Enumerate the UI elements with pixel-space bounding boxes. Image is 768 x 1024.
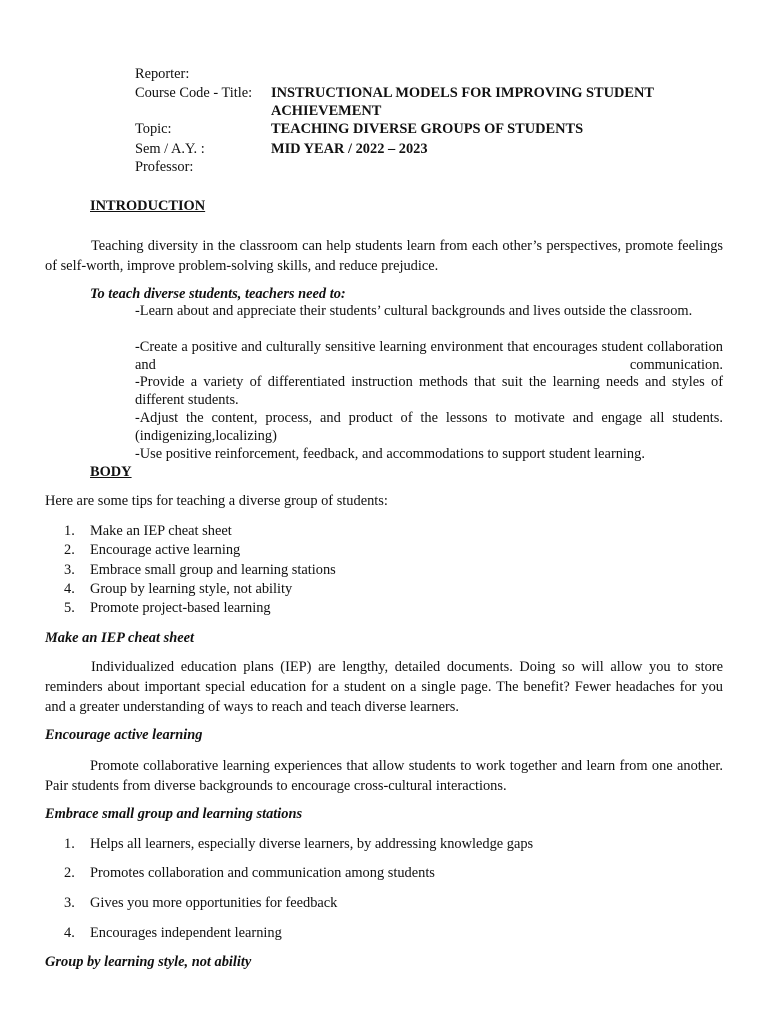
active-paragraph-text: Promote collaborative learning experiences that allow students to work together and learn from one another. Pair students from diverse backgrounds to encourage cross-cultural interactions. xyxy=(45,758,723,794)
intro-bullet-5: -Use positive reinforcement, feedback, and accommodations to support student learning. xyxy=(135,446,645,462)
topic-label: Topic: xyxy=(135,121,172,137)
tip-number: 2. xyxy=(64,542,75,558)
station-item: Helps all learners, especially diverse learners, by addressing knowledge gaps xyxy=(90,836,534,852)
tip-number: 5. xyxy=(64,600,75,616)
intro-bullet-3: -Provide a variety of differentiated instruction methods that suit the learning needs and styles of different students. xyxy=(135,374,723,408)
learning-style-heading: Group by learning style, not ability xyxy=(45,954,252,970)
tip-item: Group by learning style, not ability xyxy=(90,581,293,597)
stations-heading: Embrace small group and learning stations xyxy=(45,806,303,822)
tip-number: 3. xyxy=(64,562,75,578)
intro-bullet-4: -Adjust the content, process, and product of the lessons to motivate and engage all students. (indigenizing,localizing) xyxy=(135,410,723,444)
tip-item: Embrace small group and learning stations xyxy=(90,562,336,578)
introduction-subheading: To teach diverse students, teachers need to: xyxy=(90,286,346,302)
sem-value: MID YEAR / 2022 – 2023 xyxy=(271,141,428,157)
station-item: Gives you more opportunities for feedback xyxy=(90,895,338,911)
intro-bullet-1: -Learn about and appreciate their students’ cultural backgrounds and lives outside the classroom. xyxy=(135,303,693,319)
station-item: Promotes collaboration and communication among students xyxy=(90,865,435,881)
tip-number: 4. xyxy=(64,581,75,597)
active-heading: Encourage active learning xyxy=(45,727,203,743)
reporter-label: Reporter: xyxy=(135,66,190,82)
station-number: 1. xyxy=(64,836,75,852)
course-title-line1: INSTRUCTIONAL MODELS FOR IMPROVING STUDENT xyxy=(271,85,655,101)
introduction-paragraph: Teaching diversity in the classroom can help students learn from each other’s perspectives, promote feelings of self-worth, improve problem-solving skills, and reduce prejudice. xyxy=(45,238,723,274)
course-title-line2: ACHIEVEMENT xyxy=(271,103,382,119)
active-paragraph xyxy=(45,756,723,796)
introduction-heading: INTRODUCTION xyxy=(90,198,206,214)
topic-value: TEACHING DIVERSE GROUPS OF STUDENTS xyxy=(271,121,584,137)
intro-bullet-2: -Create a positive and culturally sensitive learning environment that encourages student collaboration and communication. xyxy=(135,339,723,373)
tip-item: Promote project-based learning xyxy=(90,600,271,616)
tip-number: 1. xyxy=(64,523,75,539)
station-number: 2. xyxy=(64,865,75,881)
professor-label: Professor: xyxy=(135,159,194,175)
course-label: Course Code - Title: xyxy=(135,85,253,101)
station-number: 3. xyxy=(64,895,75,911)
tip-item: Make an IEP cheat sheet xyxy=(90,523,232,539)
iep-heading: Make an IEP cheat sheet xyxy=(45,630,194,646)
body-heading: BODY xyxy=(90,464,132,480)
station-number: 4. xyxy=(64,925,75,941)
iep-paragraph: Individualized education plans (IEP) are lengthy, detailed documents. Doing so will allow you to store reminders about important special education for a student on a single page. The benefit? Fewer headaches for you and a greater understanding of ways to reach and teach diverse learners. xyxy=(45,659,723,715)
station-item: Encourages independent learning xyxy=(90,925,282,941)
sem-label: Sem / A.Y. : xyxy=(135,141,205,157)
body-intro: Here are some tips for teaching a diverse group of students: xyxy=(45,493,388,509)
tip-item: Encourage active learning xyxy=(90,542,241,558)
